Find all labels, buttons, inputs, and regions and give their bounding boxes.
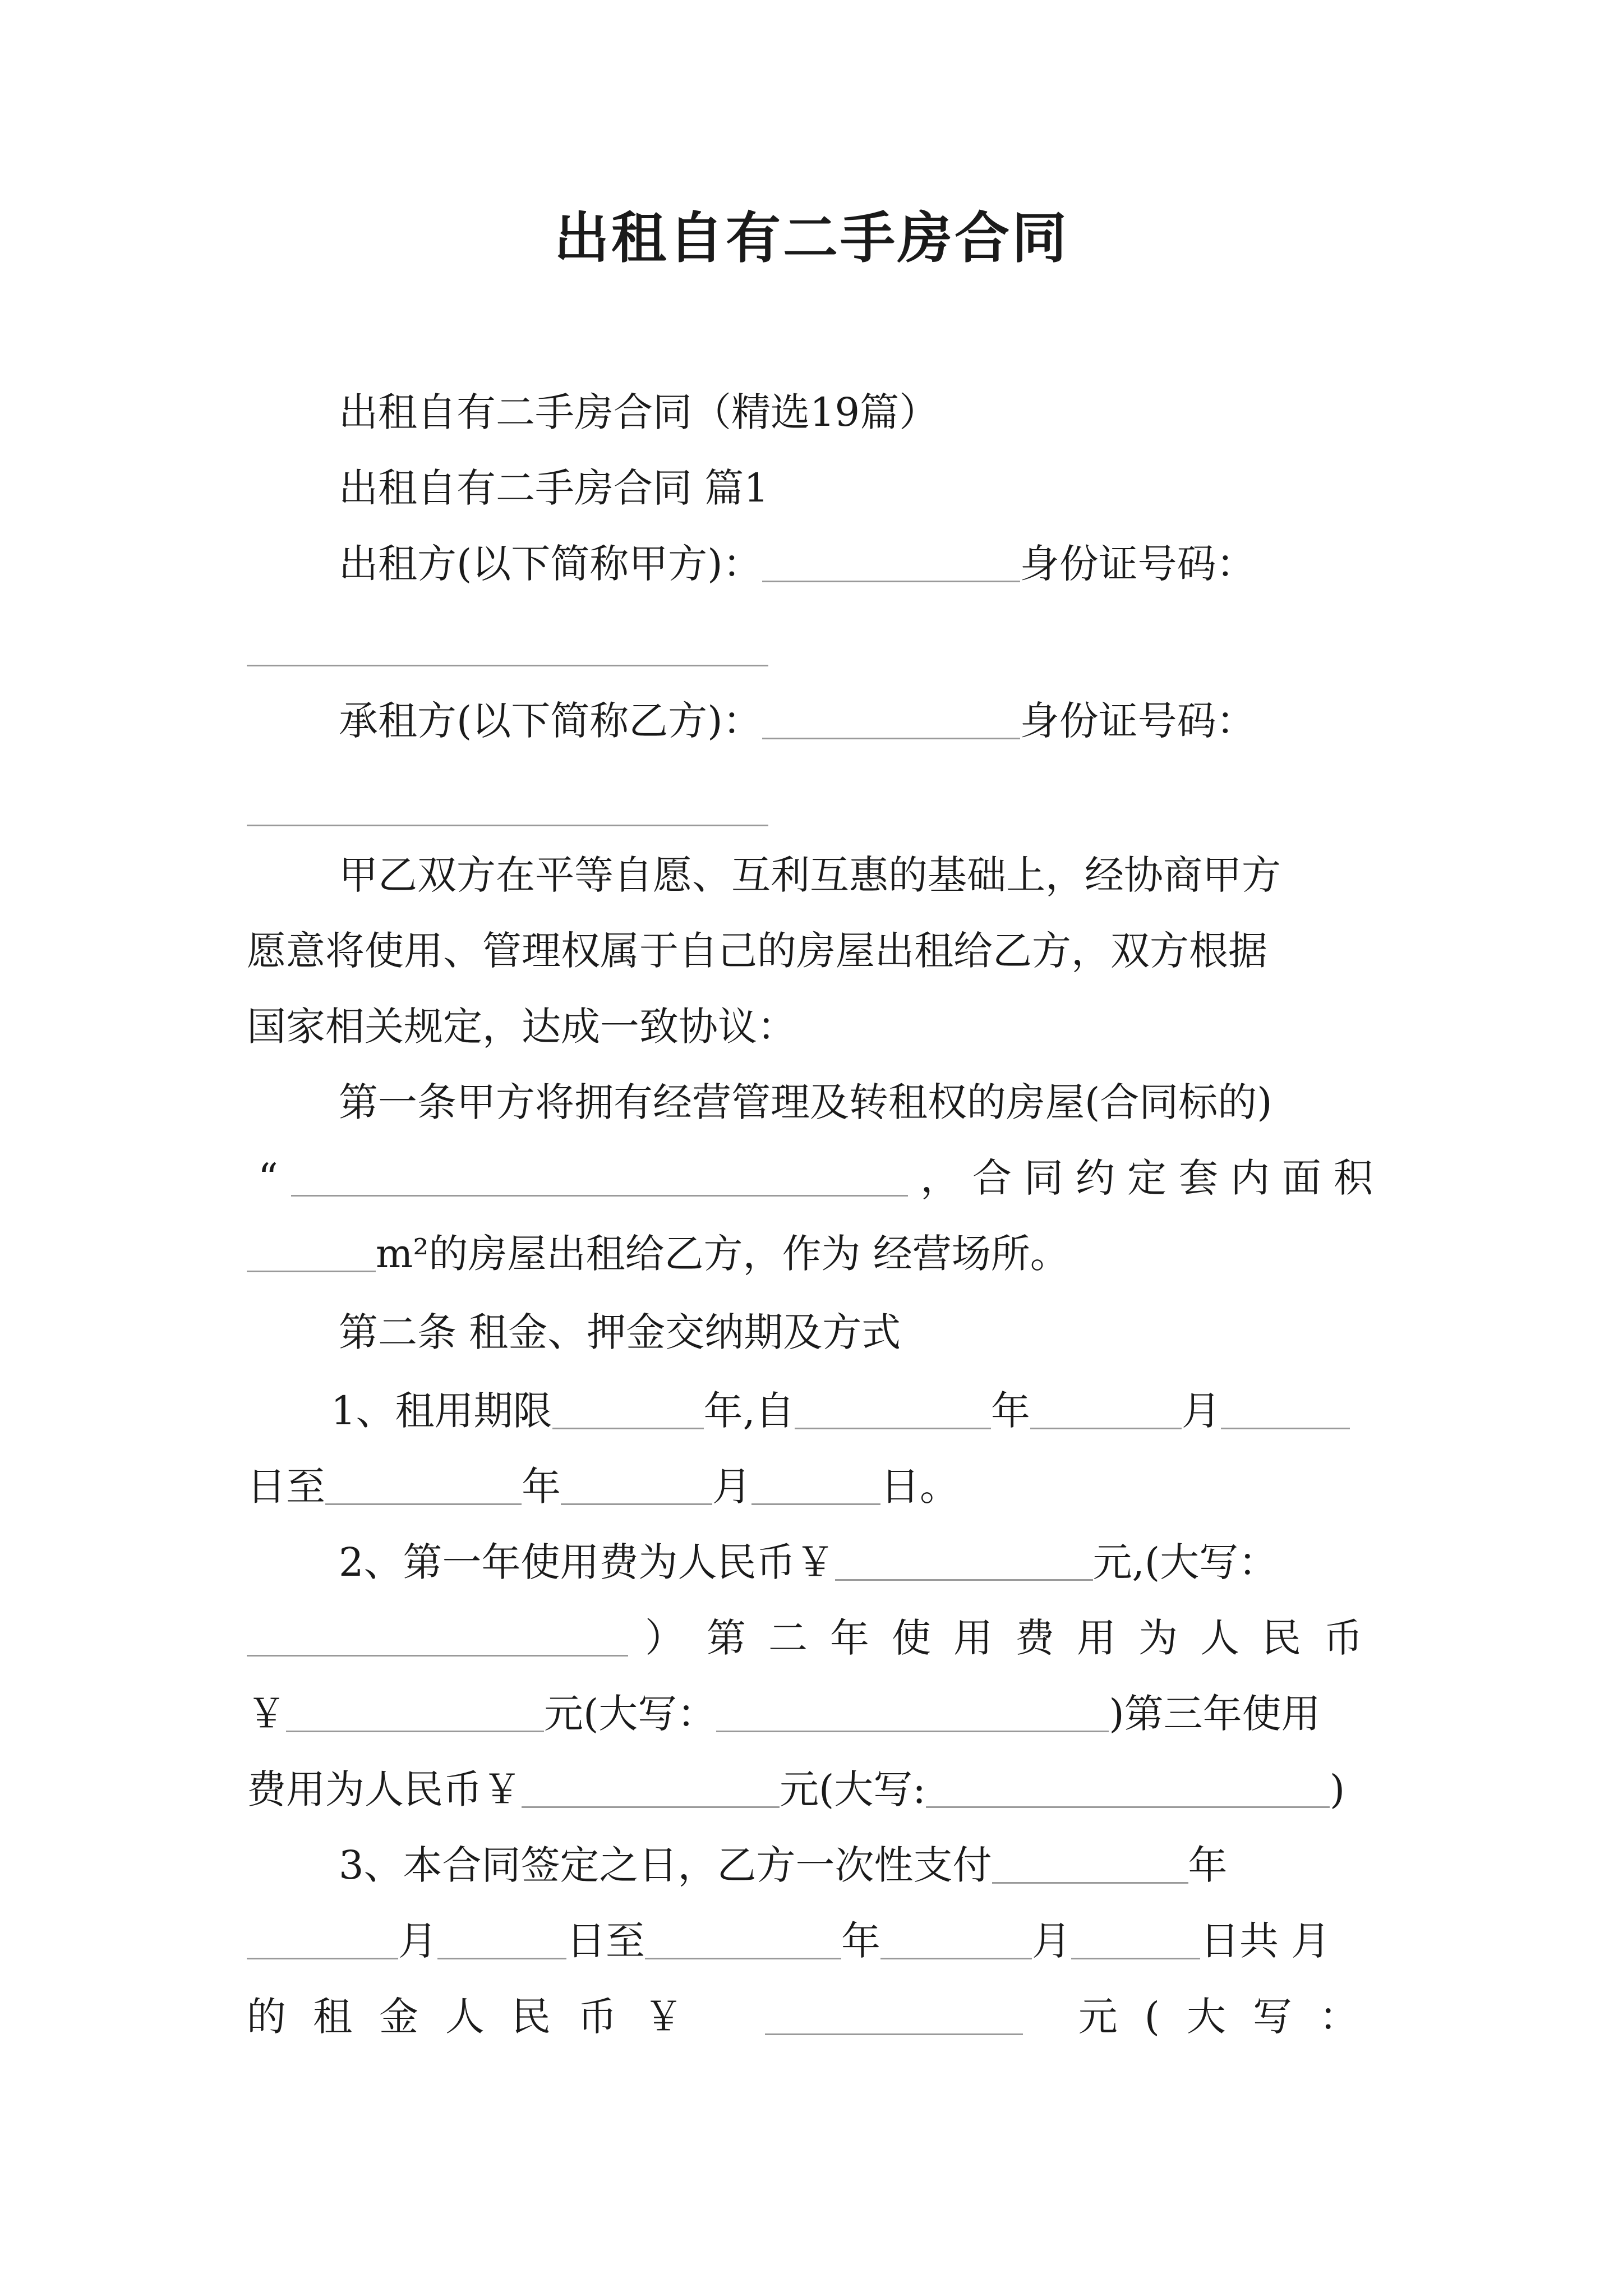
preamble-line-1: 甲乙双方在平等自愿、互利互惠的基础上，经协商甲方 — [339, 852, 1281, 898]
term-years-field[interactable] — [552, 1393, 704, 1429]
art2-item1-line-1: 1、租用期限 年, 自 年 月 — [331, 1380, 1350, 1442]
year1-fee-field[interactable] — [835, 1544, 1093, 1581]
art2-title: 第二条 租金、押金交纳期及方式 — [339, 1309, 901, 1355]
art2-item3-line-1: 3、本合同签定之日，乙方一次性支付 年 — [339, 1842, 1228, 1888]
subtitle: 出租自有二手房合同（精选19篇） — [339, 389, 939, 435]
art2-item2-line-2: ）第二年使用费用为人民币 — [247, 1607, 1385, 1669]
lessor-id-line — [247, 617, 768, 679]
end-year-field[interactable] — [325, 1469, 522, 1505]
lessor-name-field[interactable] — [762, 546, 1020, 582]
art1-line-3: m²的房屋出租给乙方，作为 经营场所。 — [247, 1223, 1069, 1285]
document-title: 出租自有二手房合同 — [554, 206, 1069, 270]
pay-year-field[interactable] — [992, 1847, 1188, 1884]
start-month-field[interactable] — [1030, 1393, 1182, 1429]
pay-end-month-field[interactable] — [880, 1923, 1032, 1959]
year1-fee-words-field[interactable] — [247, 1620, 628, 1657]
pay-day-field[interactable] — [437, 1923, 566, 1959]
year3-fee-field[interactable] — [522, 1772, 780, 1808]
art1-line-2: “ ， 合同约定套内面积 — [258, 1155, 1385, 1201]
start-day-field[interactable] — [1221, 1393, 1350, 1429]
year3-fee-words-field[interactable] — [926, 1772, 1330, 1808]
pay-end-day-field[interactable] — [1071, 1923, 1200, 1959]
art2-item1-line-2: 日至 年 月 日。 — [247, 1464, 959, 1510]
art2-item2-line-4: 费用为人民币￥ 元(大写: ) — [247, 1766, 1345, 1812]
start-year-field[interactable] — [795, 1393, 991, 1429]
year2-fee-words-field[interactable] — [716, 1696, 1109, 1732]
end-day-field[interactable] — [751, 1469, 880, 1505]
preamble-line-2: 愿意将使用、管理权属于自己的房屋出租给乙方，双方根据 — [247, 928, 1267, 974]
lessor-id-field[interactable] — [247, 630, 768, 666]
lessee-name-field[interactable] — [762, 703, 1020, 739]
lessor-line: 出租方(以下简称甲方)： 身份证号码： — [339, 541, 1256, 587]
lessee-line: 承租方(以下简称乙方)： 身份证号码： — [339, 698, 1256, 744]
art2-item2-line-1: 2、第一年使用费为人民币￥ 元, (大写： — [339, 1539, 1278, 1585]
end-month-field[interactable] — [561, 1469, 712, 1505]
year2-fee-field[interactable] — [286, 1696, 544, 1732]
art2-item3-line-2: 月 日至 年 月 日共 月 — [247, 1910, 1330, 1972]
rent-amount-field[interactable] — [765, 1999, 1023, 2035]
preamble-line-3: 国家相关规定，达成一致协议： — [247, 1004, 796, 1050]
property-address-field[interactable] — [291, 1160, 908, 1197]
chapter-heading: 出租自有二手房合同 篇1 — [339, 465, 769, 511]
lessee-id-field[interactable] — [247, 790, 768, 826]
area-field[interactable] — [247, 1236, 376, 1272]
pay-month-field[interactable] — [247, 1923, 398, 1959]
art1-line-1: 第一条甲方将拥有经营管理及转租权的房屋(合同标的) — [339, 1079, 1272, 1125]
art2-item2-line-3: ￥ 元(大写： )第三年使用 — [247, 1691, 1321, 1737]
pay-end-year-field[interactable] — [645, 1923, 841, 1959]
art2-item3-line-3: 的租金人民币￥ 元(大写： — [247, 1994, 1385, 2040]
lessee-id-line — [247, 777, 768, 839]
